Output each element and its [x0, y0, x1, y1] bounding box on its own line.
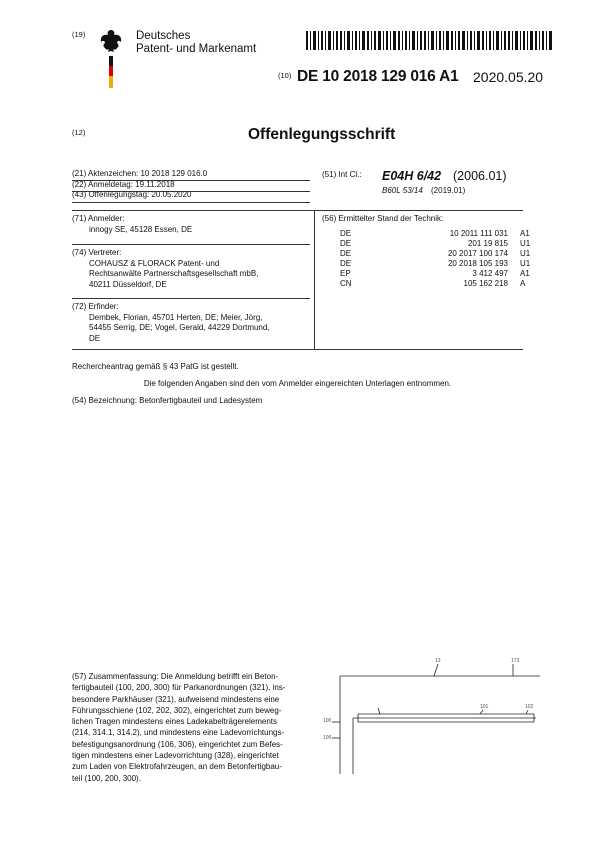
- publication-date: 2020.05.20: [473, 69, 544, 85]
- ref-number: 201 19 815: [467, 239, 508, 248]
- ipc-main-class: E04H 6/42: [382, 169, 442, 183]
- document-type-title: Offenlegungsschrift: [248, 126, 396, 143]
- table-row: [340, 239, 530, 249]
- representative-line: COHAUSZ & FLORACK Patent- und: [89, 258, 220, 268]
- ref-number: 3 412 497: [472, 269, 508, 278]
- ref-kind: A: [520, 279, 526, 288]
- table-row: [340, 249, 530, 259]
- figure-label: 100: [323, 718, 332, 724]
- figure-label: 173: [511, 658, 520, 664]
- ref-number: 10 2011 111 031: [449, 229, 508, 238]
- publication-number: DE 10 2018 129 016 A1: [297, 68, 459, 85]
- patent-figure: [318, 656, 548, 776]
- table-row: [340, 259, 530, 269]
- filing-data: [72, 169, 207, 201]
- table-row: [340, 269, 530, 279]
- ref-country: DE: [340, 239, 352, 248]
- ipc-secondary-class: B60L 53/14: [382, 186, 423, 195]
- search-request-note: Rechercheantrag gemäß § 43 PatG ist gestellt.: [72, 362, 239, 371]
- ipc-secondary-year: (2019.01): [431, 186, 466, 195]
- table-row: [340, 229, 530, 239]
- inid-code-10: (10): [278, 71, 292, 80]
- ref-kind: A1: [520, 269, 530, 278]
- filing-date: (22) Anmeldetag: 19.11.2018: [72, 179, 175, 189]
- inventors-line: Dembek, Florian, 45701 Herten, DE; Meier, Jörg,: [89, 312, 263, 322]
- applicant-section: [72, 214, 192, 235]
- inid-code-12: (12): [72, 128, 86, 137]
- figure-label: 101: [480, 704, 489, 710]
- abstract-line: (214, 314.1, 314.2), und mindestens eine Ladevorrichtungs-: [72, 728, 285, 738]
- ref-kind: U1: [520, 239, 531, 248]
- table-row: [340, 279, 530, 289]
- prior-art-table: [340, 229, 530, 289]
- figure-label: 106: [323, 735, 332, 741]
- abstract-line: teil (100, 200, 300).: [72, 773, 141, 783]
- ref-country: DE: [340, 249, 352, 258]
- ref-kind: U1: [520, 259, 531, 268]
- representative-line: Rechtsanwälte Partnerschaftsgesellschaft mbB,: [89, 269, 259, 278]
- ref-number: 20 2018 105 193: [447, 259, 508, 268]
- ref-number: 20 2017 100 174: [447, 249, 508, 258]
- office-name-line2: Patent- und Markenamt: [136, 43, 257, 55]
- ref-kind: A1: [520, 229, 530, 238]
- federal-eagle-logo: [99, 28, 123, 90]
- office-name-line1: Deutsches: [136, 30, 191, 42]
- applicant-heading: (71) Anmelder:: [72, 214, 125, 223]
- application-number: (21) Aktenzeichen: 10 2018 129 016.0: [72, 169, 208, 178]
- abstract-line: befestigungsanordnung (106, 306), eingerichtet zum Befes-: [72, 739, 283, 749]
- ipc-main-year: (2006.01): [453, 169, 507, 183]
- ref-country: CN: [340, 279, 352, 288]
- representative-heading: (74) Vertreter:: [72, 248, 122, 257]
- inventors-line: 54455 Serrig, DE; Vogel, Gerald, 44229 Dortmund,: [89, 323, 270, 332]
- ref-number: 105 162 218: [463, 279, 508, 288]
- abstract-line: (57) Zusammenfassung: Die Anmeldung betrifft ein Beton-: [72, 672, 279, 681]
- office-name: [136, 30, 256, 56]
- inventors-section: [72, 302, 270, 344]
- abstract-line: lichen Tragen mindestens eines Ladekabelträgerelements: [72, 717, 278, 727]
- ref-country: EP: [340, 269, 351, 278]
- ref-kind: U1: [520, 249, 531, 258]
- abstract-line: Führungsschiene (102, 202, 302), eingerichtet zum beweg-: [72, 705, 282, 715]
- barcode: [306, 31, 552, 50]
- abstract-line: besondere Parkhäuser (321), aufweisend mindestens eine: [72, 694, 280, 704]
- figure-label: 102: [525, 704, 534, 710]
- abstract-line: zum Laden von Elektrofahrzeugen, an dem Betonfertigbau-: [72, 762, 282, 772]
- abstract-line: fertigbauteil (100, 200, 300) für Parkanordnungen (321), ins-: [72, 683, 286, 693]
- inventors-line: DE: [89, 333, 101, 343]
- invention-title: (54) Bezeichnung: Betonfertigbauteil und Ladesystem: [72, 396, 263, 405]
- abstract: [72, 671, 312, 784]
- figure-label: 13: [435, 658, 441, 664]
- inventors-heading: (72) Erfinder:: [72, 302, 119, 311]
- representative-line: 40211 Düsseldorf, DE: [89, 279, 167, 289]
- int-cl-label: (51) Int Cl.:: [322, 170, 362, 179]
- ref-country: DE: [340, 259, 352, 268]
- representative-section: [72, 248, 258, 290]
- applicant-name: innogy SE, 45128 Essen, DE: [89, 224, 193, 234]
- abstract-line: tigen mindestens einer Ladevorrichtung (328), eingerichtet: [72, 751, 279, 761]
- inid-code-19: (19): [72, 30, 86, 39]
- laid-open-date: (43) Offenlegungstag: 20.05.2020: [72, 190, 192, 199]
- applicant-documents-note: Die folgenden Angaben sind den vom Anmelder eingereichten Unterlagen entnommen.: [143, 379, 452, 388]
- ref-country: DE: [340, 229, 352, 238]
- prior-art-heading: (56) Ermittelter Stand der Technik:: [322, 214, 444, 223]
